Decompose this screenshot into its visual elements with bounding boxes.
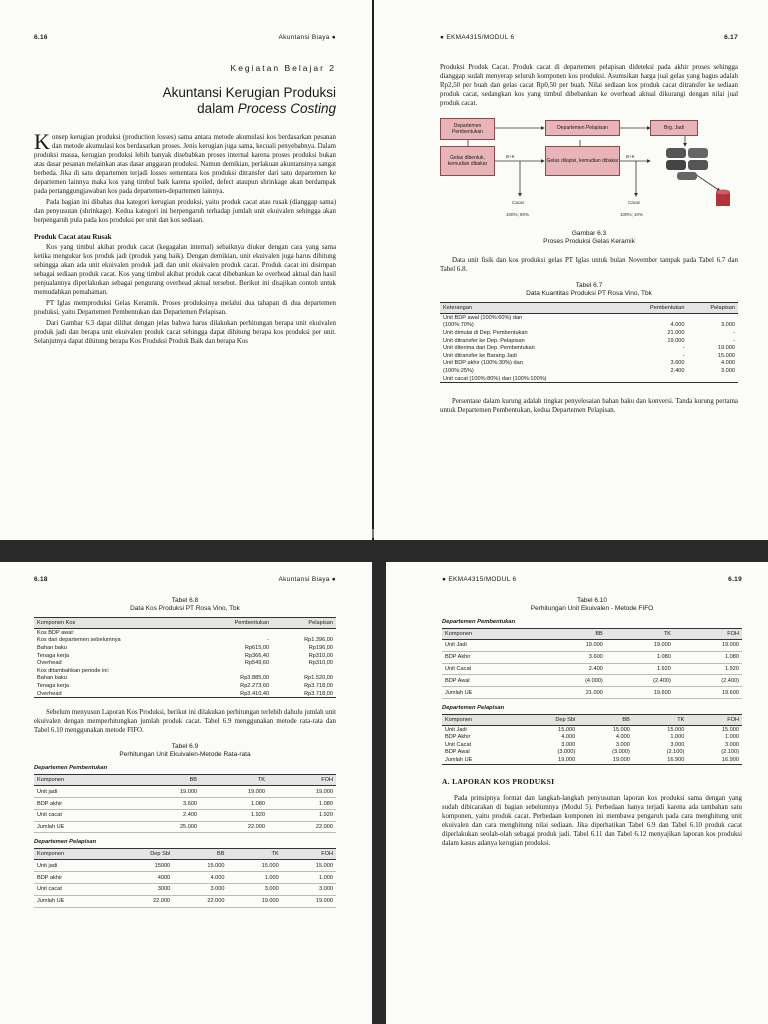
table-row <box>34 637 336 645</box>
table-cell: Rp3.410,40 <box>198 690 272 698</box>
table-cell: Bahan baku <box>37 644 67 651</box>
label-cacat-2: Cacat <box>628 200 640 205</box>
section-heading: A. LAPORAN KOS PRODUKSI <box>442 776 555 786</box>
paragraph: PT Iglas memproduksi Gelas Keramik. Proses produksinya melalui dua tahapan di dua departemen produksi, yaitu Departemen Pembentukan dan Departemen Pelapisan. <box>34 300 336 316</box>
table-cell: 4.000 <box>173 872 227 884</box>
table-cell: (2.100) <box>721 749 739 756</box>
label-cacat-1: Cacat <box>512 200 524 205</box>
table-cell: 15.000 <box>282 860 336 872</box>
table-header-cell: Dep Sbl <box>112 849 173 860</box>
table-row <box>440 375 738 383</box>
table-cell: Overhead <box>37 660 62 667</box>
table-cell: Kos BDP awal: <box>37 629 75 636</box>
table-header-cell: Komponen Kos <box>34 618 198 629</box>
page-number: 6.17 <box>724 34 738 41</box>
table-header-cell: Komponen <box>34 775 132 786</box>
section-label: Kegiatan Belajar 2 <box>230 63 336 73</box>
running-title: ● EKMA4315/MODUL 6 <box>440 34 515 41</box>
table-cell: Rp3.718,00 <box>272 690 336 698</box>
figure-title: Proses Produksi Gelas Keramik <box>543 238 635 245</box>
page-6-17 <box>374 0 768 540</box>
table-6-10-pelapisan <box>442 714 742 765</box>
box-gelas-dilapisi: Gelas dilapisi, kemudian dibakar <box>545 146 620 176</box>
table-row <box>440 322 738 330</box>
server-icon <box>666 148 708 180</box>
table-header-cell: FOH <box>282 849 336 860</box>
table-cell: Unit jadi <box>34 860 112 872</box>
table-cell: 3000 <box>112 884 173 896</box>
running-header <box>442 576 742 583</box>
table-row <box>440 337 738 345</box>
department-label: Departemen Pembentukan <box>442 619 516 625</box>
table-cell: 19.000 <box>282 895 336 907</box>
table-title: Perhitungan Unit Ekuivalen - Metode FIFO <box>530 605 654 612</box>
table-title: Data Kos Produksi PT Rosa Vino, Tbk <box>130 605 240 612</box>
paragraph-text: onsep kerugian produksi (production losses) sama antara metode akumulasi kos berdasarkan pesanan dan metode akumulasi kos berdasarkan proses. Jenis kerugian juga sama, kecuali penyebabnya. Dalam produksi massa, kerugian produksi lebih banyak disebabkan proses internal karena proses produksi bukan atas dasar pesanan melainkan atas dasar anggaran produksi. Namun demikian, perlakuan akuntansinya sangat berbeda. Jika di satu departemen terjadi losses sementara kos produksi ditransfer dari satu departemen ke departemen lainnya maka kos yang timbul baik karena spoiled, defect ataupun shrinkage akan berdampak pada pertanggungjawaban kos pada departemen-departemen lainnya. <box>34 134 336 195</box>
table-cell: 22.000 <box>200 821 268 833</box>
table-row <box>34 675 336 683</box>
table-row <box>442 734 742 742</box>
table-cell: 3.000 <box>282 884 336 896</box>
table-cell: 3.600 <box>538 651 606 663</box>
table-row <box>34 872 336 884</box>
table-header-cell: FOH <box>687 714 742 725</box>
chapter-title-line1: Akuntansi Kerugian Produksi <box>162 85 336 100</box>
label-percent-1: 100%; 80% <box>506 212 530 217</box>
table-6-7 <box>440 302 738 383</box>
table-row <box>34 659 336 667</box>
table-header-cell: Pelapisan <box>272 618 336 629</box>
page-6-19 <box>386 562 768 1024</box>
table-cell: Tenaga kerja <box>37 652 70 659</box>
table-cell: 15.000 <box>721 726 739 733</box>
arrow <box>695 174 720 191</box>
page-6-16 <box>0 0 372 540</box>
table-header-cell: TK <box>606 629 674 640</box>
table-header-cell: FOH <box>674 629 742 640</box>
table-cell: 19.000 <box>538 640 606 652</box>
table-cell: (100%:25%) <box>443 367 474 374</box>
table-cell: 1.000 <box>725 734 739 741</box>
table-caption <box>34 743 336 759</box>
table-cell: (3.000) <box>557 749 576 756</box>
label-percent-2: 100%; 10% <box>620 212 644 217</box>
table-title: Perhitungan Unit Ekuivalen-Metode Rata-rata <box>119 751 251 759</box>
table-row <box>34 786 336 798</box>
department-label: Departemen Pelapisan <box>442 704 505 711</box>
table-cell: 3.000 <box>721 322 735 329</box>
table-cell: 4.000 <box>721 360 735 367</box>
table-cell: 19.000 <box>132 786 200 798</box>
paragraph: Pada bagian ini dibahas dua kategori kerugian produksi, yaitu produk cacat atau rusak (dianggap sama) dan penyusutan (shrinkage). Kedua kategori ini berpengaruh terhadap jumlah unit ekuivalen sehingga akan berpengaruh pula pada kos produksi per unit dan kos sediaan. <box>34 199 336 224</box>
table-header-cell: Pembentukan <box>621 303 688 314</box>
table-cell: 3.000 <box>615 741 630 748</box>
table-number: Tabel 6.9 <box>171 743 199 751</box>
table-header-cell: BB <box>578 714 633 725</box>
table-cell: 16.900 <box>633 756 688 764</box>
table-cell: (4.000) <box>538 675 606 687</box>
table-cell <box>198 667 272 675</box>
table-cell: 15.000 <box>667 726 685 733</box>
table-row <box>442 663 742 675</box>
table-cell: Kos ditambahkan periode ini: <box>37 667 110 674</box>
table-cell: 1.080 <box>674 651 742 663</box>
table-cell: 19.000 <box>200 786 268 798</box>
table-cell: Kos dari departemen sebelumnya <box>37 637 121 644</box>
table-cell <box>621 375 688 383</box>
table-cell: 22.000 <box>268 821 336 833</box>
table-cell: Rp2.273,60 <box>240 682 270 689</box>
table-title: Data Kuantitas Produksi PT Rosa Vino, Tbk <box>526 290 652 297</box>
table-cell: Unit Jadi <box>442 640 538 652</box>
chapter-title <box>34 85 336 117</box>
table-cell: Rp1.396,00 <box>304 637 333 644</box>
running-header <box>440 34 738 41</box>
gutter-vertical-bottom <box>372 562 386 1024</box>
table-6-9-pelapisan <box>34 848 336 907</box>
table-6-8 <box>34 617 336 698</box>
table-caption <box>442 597 742 613</box>
table-cell: Rp549,60 <box>244 660 270 667</box>
table-cell: Rp3.885,00 <box>240 675 270 682</box>
title-part-italic: Process Costing <box>237 101 336 116</box>
table-cell: (2.400) <box>674 675 742 687</box>
table-cell: BDP Akhir <box>442 651 538 663</box>
table-cell: Bahan baku <box>37 675 67 682</box>
process-diagram <box>440 116 738 226</box>
table-header-cell: FOH <box>268 775 336 786</box>
table-cell: 19.600 <box>674 687 742 699</box>
table-row <box>34 652 336 660</box>
table-cell: Unit BDP akhir (100%:30%) dan <box>443 360 523 367</box>
table-cell: 2.400 <box>538 663 606 675</box>
table-cell: 3.000 <box>227 884 281 896</box>
table-cell: BDP akhir <box>34 798 132 810</box>
table-row <box>442 725 742 733</box>
table-cell: Jumlah UE <box>442 687 538 699</box>
table-cell: 1.080 <box>606 651 674 663</box>
table-header-cell: Komponen <box>442 714 519 725</box>
table-cell: 22.000 <box>112 895 173 907</box>
table-cell: (2.100) <box>666 749 685 756</box>
table-header-cell: TK <box>200 775 268 786</box>
table-cell: 25.000 <box>132 821 200 833</box>
table-cell: BDP Akhir <box>445 734 471 741</box>
table-cell: 19.000 <box>519 756 579 764</box>
table-cell: 3.000 <box>670 741 685 748</box>
table-cell: 3.000 <box>173 884 227 896</box>
table-row <box>442 741 742 749</box>
table-cell: Rp310,00 <box>308 660 333 667</box>
table-row <box>442 675 742 687</box>
table-row <box>34 798 336 810</box>
table-cell: Unit diterima dari Dep. Pembentukan <box>443 345 535 352</box>
label-bk-2: B+K <box>626 154 635 159</box>
table-6-10-pembentukan <box>442 628 742 699</box>
table-cell: Unit dimulai di Dep. Pembentukan <box>443 329 528 336</box>
box-departemen-pelapisan: Departemen Pelapisan <box>545 120 620 136</box>
table-6-9-pembentukan <box>34 774 336 833</box>
table-cell: 19.000 <box>578 756 633 764</box>
table-row <box>440 352 738 360</box>
table-cell: 19.000 <box>667 337 685 344</box>
table-cell: 3.000 <box>725 741 739 748</box>
table-cell: 4000 <box>112 872 173 884</box>
table-cell: BDP Awal <box>442 675 538 687</box>
table-cell: - <box>267 637 270 644</box>
table-cell: 15.000 <box>717 352 735 359</box>
table-cell: Rp310,00 <box>308 652 333 659</box>
table-cell: Unit Jadi <box>445 726 467 733</box>
running-title: Akuntansi Biaya ● <box>278 34 336 41</box>
table-cell: 15.000 <box>612 726 630 733</box>
table-cell: 15.000 <box>558 726 576 733</box>
table-cell <box>198 629 272 637</box>
table-cell: Unit Cacat <box>442 663 538 675</box>
table-cell: 21.000 <box>667 329 685 336</box>
database-icon <box>716 190 730 207</box>
table-header-cell: BB <box>538 629 606 640</box>
table-row <box>34 821 336 833</box>
paragraph: Persentase dalam kurung adalah tingkat penyelesaian bahan baku dan konversi. Tanda kurung pertama untuk Departemen Pembentukan, kedua Departemen Pelapisan. <box>440 398 738 415</box>
drop-cap: K <box>34 129 50 154</box>
table-cell: Unit ditransfer ke Barang Jadi <box>443 352 517 359</box>
table-row <box>34 884 336 896</box>
table-row <box>442 687 742 699</box>
running-title: ● EKMA4315/MODUL 6 <box>442 576 517 583</box>
table-cell: 1.000 <box>670 734 685 741</box>
table-header-cell: BB <box>132 775 200 786</box>
table-cell: Unit jadi <box>34 786 132 798</box>
table-number: Tabel 6.8 <box>171 597 199 604</box>
paragraph: Kos yang timbul akibat produk cacat (kegagalan internal) sebaiknya diukur dengan cara yang sama ketika mengukur kos produk jadi (produk yang baik). Dengan demikian, unit ekuivalen juga harus dihitung sehingga akan ada unit ekuivalen produk jadi dan unit ekuivalen produk cacat. Produk cacat ini disimpan sebagai sediaan produk cacat. Kos yang timbul akibat produk cacat dibebankan ke overhead aktual dan hasil penjualannya diperlakukan sebagai pengurang overhead aktual tersebut. Berikut ini disajikan contoh untuk memudahkan pemahaman. <box>34 244 336 296</box>
table-cell: 1.920 <box>674 663 742 675</box>
table-header-cell: Komponen <box>34 849 112 860</box>
table-row <box>34 629 336 637</box>
table-header-cell: Keterangan <box>440 303 621 314</box>
table-cell: Unit cacat <box>34 809 132 821</box>
table-header-cell: Dep Sbl <box>519 714 579 725</box>
table-cell: 1.080 <box>268 798 336 810</box>
department-label: Departemen Pelapisan <box>34 839 97 846</box>
table-cell: 19.000 <box>674 640 742 652</box>
table-cell: 1.000 <box>282 872 336 884</box>
paragraph: Pada prinsipnya format dan langkah-langkah penyusunan laporan kos produksi sama dengan yang sudah dibicarakan di bagian sebelumnya (Modul 5). Perbedaan hanya terjadi karena ada tambahan satu komponen, yaitu produk cacat. Perbedaan komponen ini membawa pengaruh pada cara menghitung unit ekuivalen dan cara menghitung nilai sediaan. Jika diperhatikan Tabel 6.9 dan Tabel 6.10 produk cacat diperlakukan seolah-olah sebagai produk jadi. Tabel 6.11 dan Tabel 6.12 menyajikan laporan kos produksi dalam kasus adanya kerugian produksi. <box>442 794 742 847</box>
table-cell: 1.920 <box>268 809 336 821</box>
table-cell: - <box>682 345 685 352</box>
title-part: dalam <box>197 101 238 116</box>
paragraph: Data unit fisik dan kos produksi gelas PT Iglas untuk bulan November tampak pada Tabel 6.7 dan Tabel 6.8. <box>440 257 738 273</box>
table-cell: 3.600 <box>670 360 685 367</box>
paragraph: Produksi Produk Cacat. Produk cacat di departemen pelapisan dideteksi pada akhir proses sehingga dianggap sudah menyerap seluruh komponen kos produksi. Asumsikan harga jual gelas yang bagus adalah Rp2,50 per buah dan gelas cacat Rp0,50 per buah. Nilai sediaan kos produk cacat ditransfer ke sediaan produk cacat, sedangkan kos yang timbul dibebankan ke overhead aktual dikurangi dengan nilai jual produk cacat. <box>440 64 738 107</box>
table-row <box>34 667 336 675</box>
table-row <box>442 749 742 757</box>
table-cell: 21.000 <box>538 687 606 699</box>
table-cell: 15.000 <box>173 860 227 872</box>
page-number: 6.18 <box>34 576 48 583</box>
table-cell: 19.600 <box>606 687 674 699</box>
table-cell: Unit cacat <box>34 884 112 896</box>
table-cell <box>621 314 688 322</box>
table-row <box>440 314 738 322</box>
table-row <box>34 895 336 907</box>
table-cell <box>688 375 738 383</box>
figure-number: Gambar 6.3 <box>571 230 607 237</box>
page-6-18 <box>0 562 372 1024</box>
table-cell: 19.000 <box>606 640 674 652</box>
table-row <box>34 682 336 690</box>
table-header-cell: Pelapisan <box>688 303 738 314</box>
table-row <box>440 329 738 337</box>
table-cell: 4.000 <box>670 322 685 329</box>
table-cell: Unit BDP awal (100%:60%) dan <box>443 314 523 321</box>
table-row <box>440 360 738 368</box>
table-cell: Rp1.520,00 <box>304 675 333 682</box>
table-cell <box>688 314 738 322</box>
table-cell: - <box>733 337 735 344</box>
table-cell: 3.000 <box>721 367 735 374</box>
table-cell: 1.920 <box>606 663 674 675</box>
running-header <box>34 34 336 41</box>
running-header <box>34 576 336 583</box>
table-cell: Rp366,40 <box>244 652 270 659</box>
table-cell: BDP akhir <box>34 872 112 884</box>
table-cell: Tenaga kerja <box>37 682 70 689</box>
table-cell: 2.400 <box>132 809 200 821</box>
table-number: Tabel 6.7 <box>575 282 603 289</box>
table-row <box>442 640 742 652</box>
table-cell: Overhead <box>34 690 198 698</box>
table-row <box>440 367 738 375</box>
gutter-horizontal <box>0 540 768 562</box>
table-cell: 16.900 <box>687 756 742 764</box>
chapter-title-line2 <box>34 101 336 117</box>
table-cell: 15000 <box>112 860 173 872</box>
table-cell: 4.000 <box>615 734 630 741</box>
table-cell: Unit ditransfer ke Dep. Pelapisan <box>443 337 525 344</box>
table-cell: 1.080 <box>200 798 268 810</box>
box-barang-jadi: Brg. Jadi <box>650 120 698 136</box>
table-cell: 2.400 <box>670 367 685 374</box>
paragraph <box>34 129 336 196</box>
paragraph: Dari Gambar 6.3 dapat dilihat dengan jelas bahwa harus dilakukan perhitungan berapa unit ekuivalen produk jadi dan berapa unit ekuivalen produk cacat sehingga dapat dihitung berapa kos produksi per unit. Selanjutnya dapat dihitung berapa Kos Produksi Produk Baik dan berapa Kos <box>34 320 336 345</box>
table-cell: Jumlah UE <box>442 756 519 764</box>
table-header-cell: Komponen <box>442 629 538 640</box>
figure-caption <box>440 230 738 246</box>
box-gelas-dibentuk: Gelas dibentuk, kemudian dibakar <box>440 146 495 176</box>
table-cell: 19.000 <box>268 786 336 798</box>
table-row <box>34 690 336 698</box>
table-cell: 15.000 <box>227 860 281 872</box>
table-caption <box>440 282 738 298</box>
table-cell: 22.000 <box>173 895 227 907</box>
table-row <box>34 644 336 652</box>
page-number: 6.19 <box>728 576 742 583</box>
table-cell: (3.000) <box>612 749 630 756</box>
table-cell: - <box>733 329 735 336</box>
paragraph: Sebelum menyusun Laporan Kos Produksi, berikut ini dilakukan perhitungan terlebih dahulu jumlah unit ekuivalen dengan memperhitungkan jumlah produk cacat. Tabel 6.9 menggunakan metode rata-rata dan Tabel 6.10 menggunakan metode FIFO. <box>34 709 336 735</box>
table-cell: 3.000 <box>561 741 576 748</box>
table-cell: - <box>682 352 685 359</box>
table-cell: Jumlah UE <box>34 895 112 907</box>
table-cell: Rp196,00 <box>308 644 333 651</box>
table-cell: Jumlah UE <box>34 821 132 833</box>
table-cell: Unit Cacat <box>445 741 472 748</box>
label-bk-1: B+K <box>506 154 515 159</box>
table-header-cell: BB <box>173 849 227 860</box>
table-header-cell: Pembentukan <box>198 618 272 629</box>
table-header-cell: TK <box>227 849 281 860</box>
table-row <box>34 809 336 821</box>
table-row <box>34 860 336 872</box>
table-header-cell: TK <box>633 714 688 725</box>
table-cell: 3.600 <box>132 798 200 810</box>
table-cell: BDP Awal <box>445 749 470 756</box>
table-number: Tabel 6.10 <box>577 597 607 604</box>
department-label: Departemen Pembentukan <box>34 765 108 772</box>
table-cell: 19.000 <box>717 345 735 352</box>
table-cell: 19.000 <box>227 895 281 907</box>
section-heading: Produk Cacat atau Rusak <box>34 233 112 241</box>
table-cell <box>272 629 336 637</box>
table-row <box>442 651 742 663</box>
table-row <box>442 756 742 764</box>
table-cell: 1.000 <box>227 872 281 884</box>
box-departemen-pembentukan: Departemen Pembentukan <box>440 118 495 140</box>
table-cell <box>272 667 336 675</box>
table-cell: Rp3.718,00 <box>304 682 333 689</box>
table-cell: Rp615,00 <box>244 644 270 651</box>
table-cell: Unit cacat (100%:80%) dan (100%:100%) <box>440 375 621 383</box>
table-cell: 1.920 <box>200 809 268 821</box>
table-cell: 4.000 <box>561 734 576 741</box>
table-row <box>440 344 738 352</box>
table-caption <box>34 597 336 613</box>
running-title: Akuntansi Biaya ● <box>278 576 336 583</box>
table-cell: (100%:70%) <box>443 322 474 329</box>
table-cell: (2.400) <box>606 675 674 687</box>
page-number: 6.16 <box>34 34 48 41</box>
